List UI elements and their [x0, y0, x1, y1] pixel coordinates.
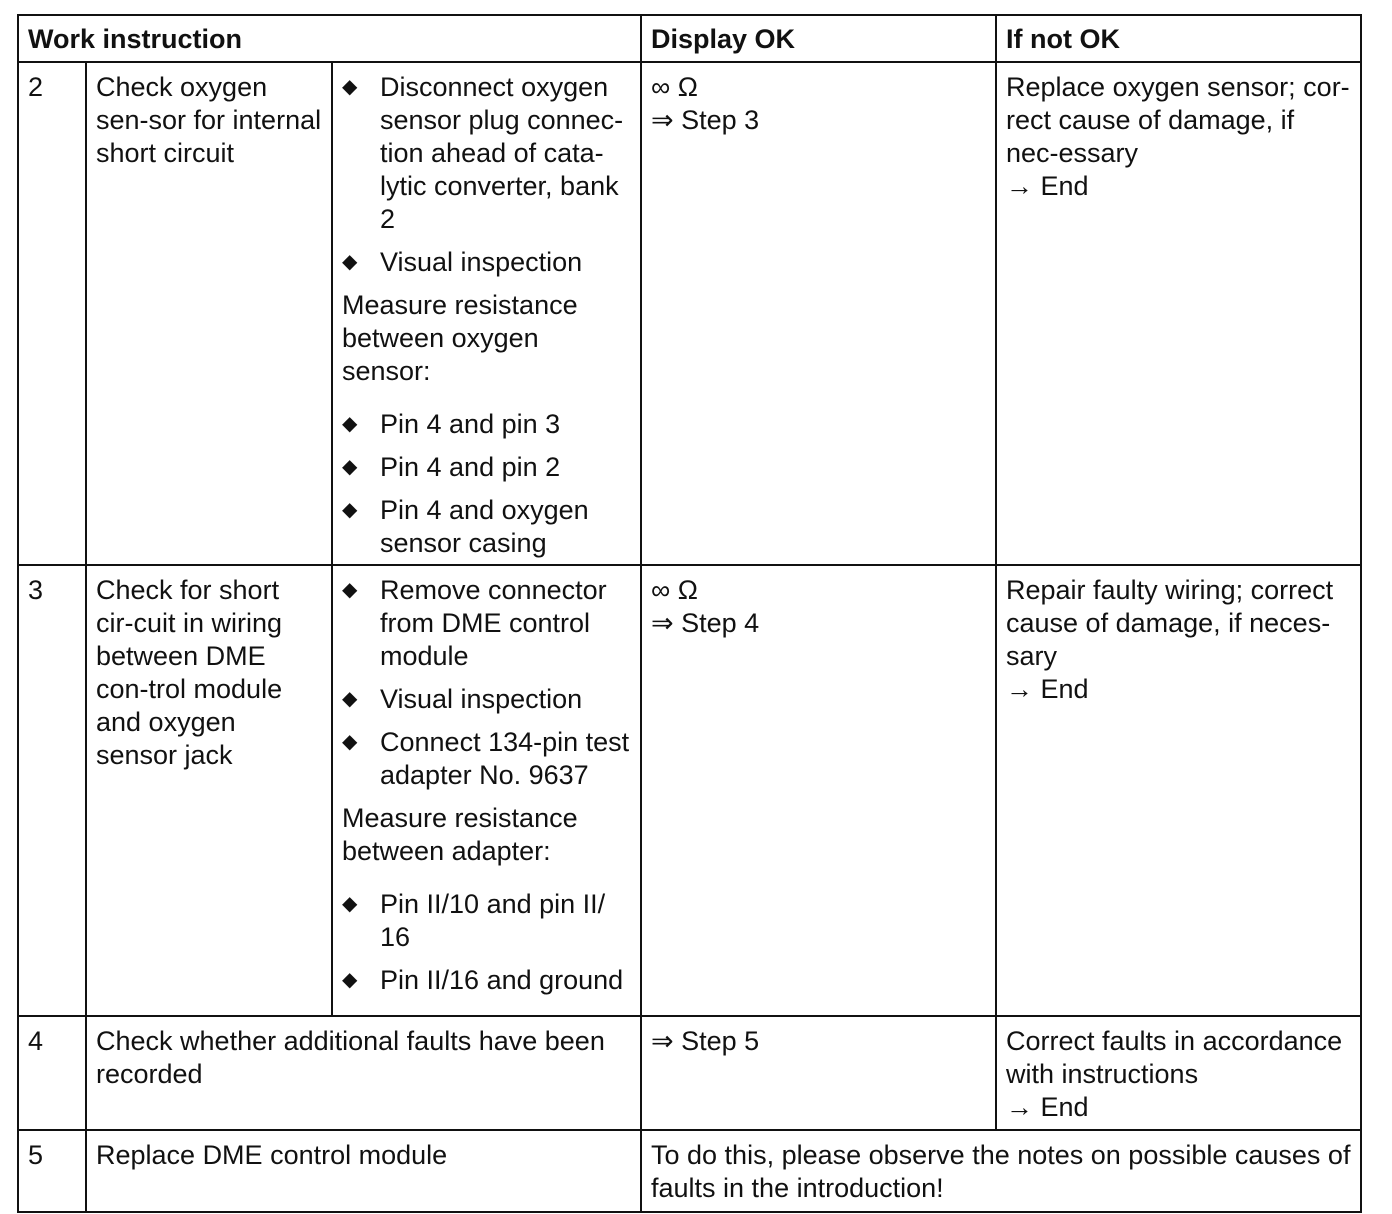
- list-item: ◆ Pin II/16 and ground: [342, 965, 624, 995]
- diamond-bullet-icon: ◆: [342, 893, 358, 915]
- header-if-not-ok: If not OK: [996, 15, 1361, 62]
- list-item: ◆ Connect 134-pin test adapter No. 9637: [342, 727, 630, 790]
- list-item: ◆ Visual inspection: [342, 684, 583, 714]
- diamond-bullet-icon: ◆: [342, 688, 358, 710]
- step-number: 3: [18, 565, 86, 1016]
- diamond-bullet-icon: ◆: [342, 969, 358, 991]
- step-row-3: [18, 565, 1361, 1016]
- not-ok-end: → End: [1006, 674, 1089, 704]
- list-item: ◆ Pin 4 and oxygen sensor casing: [342, 495, 589, 558]
- step-number: 2: [18, 62, 86, 565]
- diamond-bullet-icon: ◆: [342, 413, 358, 435]
- ok-value: ∞ Ω: [651, 72, 698, 102]
- header-row: [18, 15, 1361, 62]
- not-ok-end: → End: [1006, 1092, 1089, 1122]
- not-ok-end: → End: [1006, 171, 1089, 201]
- step-number: 5: [18, 1130, 86, 1212]
- list-item: ◆ Pin 4 and pin 2: [342, 452, 561, 482]
- measure-note: Measure resistance between oxygen sensor:: [342, 290, 578, 386]
- not-ok-cell: [996, 565, 1361, 1016]
- ok-next-step: ⇒ Step 3: [651, 105, 760, 135]
- step-row-2: [18, 62, 1361, 565]
- not-ok-cell: [996, 62, 1361, 565]
- step-task: Replace DME control module: [86, 1130, 641, 1212]
- diamond-bullet-icon: ◆: [342, 579, 358, 601]
- ok-value: ∞ Ω: [651, 575, 698, 605]
- diamond-bullet-icon: ◆: [342, 76, 358, 98]
- step-number: 4: [18, 1016, 86, 1130]
- list-item: ◆ Pin II/10 and pin II/ 16: [342, 889, 606, 952]
- list-item: ◆ Pin 4 and pin 3: [342, 409, 561, 439]
- list-item: ◆ Disconnect oxygen sensor plug connec-tion ahead of cata-lytic converter, bank 2: [342, 72, 624, 234]
- step-row-4: [18, 1016, 1361, 1130]
- display-ok-cell: [641, 565, 996, 1016]
- ok-next-step: ⇒ Step 4: [651, 608, 760, 638]
- diamond-bullet-icon: ◆: [342, 731, 358, 753]
- list-item: ◆ Visual inspection: [342, 247, 583, 277]
- header-work-instruction: Work instruction: [18, 15, 641, 62]
- step-row-5: [18, 1130, 1361, 1212]
- step-procedure: [332, 565, 641, 1016]
- not-ok-action: Correct faults in accordance with instructions: [1006, 1026, 1343, 1089]
- display-ok-cell: [641, 62, 996, 565]
- diamond-bullet-icon: ◆: [342, 251, 358, 273]
- step-task: Check whether additional faults have been recorded: [86, 1016, 641, 1130]
- work-instruction-table: [17, 14, 1362, 1213]
- display-ok-cell: [641, 1016, 996, 1130]
- step-task: Check for short cir-cuit in wiring between DME con-trol module and oxygen sensor jack: [86, 565, 332, 1016]
- ok-next-step: ⇒ Step 5: [651, 1026, 760, 1056]
- measure-note: Measure resistance between adapter:: [342, 803, 578, 866]
- diamond-bullet-icon: ◆: [342, 456, 358, 478]
- list-item: ◆ Remove connector from DME control module: [342, 575, 607, 671]
- diamond-bullet-icon: ◆: [342, 499, 358, 521]
- not-ok-action: Replace oxygen sensor; cor-rect cause of damage, if nec-essary: [1006, 72, 1350, 168]
- step-procedure: [332, 62, 641, 565]
- not-ok-cell: [996, 1016, 1361, 1130]
- step-note: To do this, please observe the notes on possible causes of faults in the introduction!: [641, 1130, 1361, 1212]
- header-display-ok: Display OK: [641, 15, 996, 62]
- step-task: Check oxygen sen-sor for internal short circuit: [86, 62, 332, 565]
- not-ok-action: Repair faulty wiring; correct cause of damage, if neces-sary: [1006, 575, 1334, 671]
